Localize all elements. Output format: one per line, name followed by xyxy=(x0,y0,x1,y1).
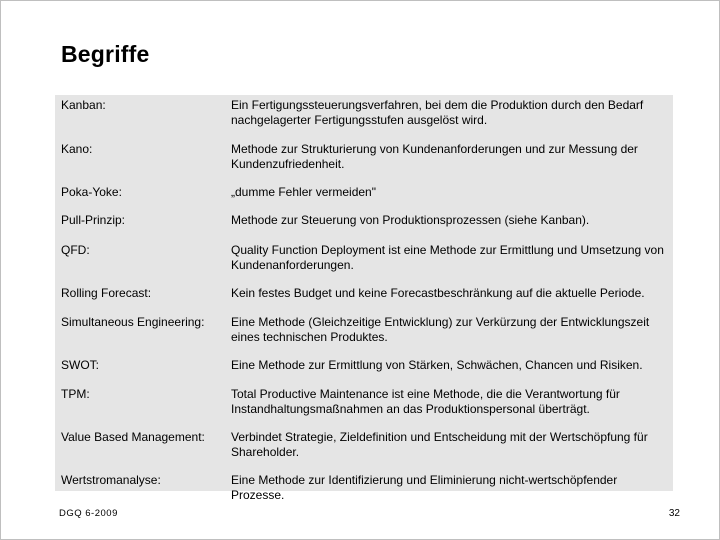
glossary-term-simultaneous-engineering: Simultaneous Engineering: xyxy=(61,315,205,329)
slide-title: Begriffe xyxy=(61,41,150,67)
glossary-term-kano: Kano: xyxy=(61,142,93,156)
page-number: 32 xyxy=(668,508,680,519)
glossary-definition-kanban: Ein Fertigungssteuerungsverfahren, bei dem die Produktion durch den Bedarf nachgelagerter Fertigungsstufen ausgelöst wird. xyxy=(231,98,644,127)
glossary-term-tpm: TPM: xyxy=(61,387,90,401)
glossary-term-swot: SWOT: xyxy=(61,358,99,372)
glossary-term-pull-prinzip: Pull-Prinzip: xyxy=(61,213,126,227)
glossary-definition-swot: Eine Methode zur Ermittlung von Stärken, Schwächen, Chancen und Risiken. xyxy=(231,358,643,372)
glossary-term-rolling-forecast: Rolling Forecast: xyxy=(61,286,152,300)
glossary-term-poka-yoke: Poka-Yoke: xyxy=(61,185,122,199)
glossary-term-wertstromanalyse: Wertstromanalyse: xyxy=(61,473,161,487)
glossary-term-qfd: QFD: xyxy=(61,243,90,257)
glossary-definition-kano: Methode zur Strukturierung von Kundenanforderungen und zur Messung der Kundenzufriedenheit. xyxy=(231,142,638,171)
glossary-definition-value-based-management: Verbindet Strategie, Zieldefinition und Entscheidung mit der Wertschöpfung für Shareholder. xyxy=(231,430,648,459)
glossary-definition-poka-yoke: „dumme Fehler vermeiden" xyxy=(231,185,376,199)
glossary-definition-tpm: Total Productive Maintenance ist eine Methode, die die Verantwortung für Instandhaltungsmaßnahmen an das Produktionspersonal überträgt. xyxy=(231,387,620,416)
glossary-definition-wertstromanalyse: Eine Methode zur Identifizierung und Eliminierung nicht-wertschöpfender Prozesse. xyxy=(231,473,618,502)
glossary-definition-pull-prinzip: Methode zur Steuerung von Produktionsprozessen (siehe Kanban). xyxy=(231,213,590,227)
glossary-definition-simultaneous-engineering: Eine Methode (Gleichzeitige Entwicklung) zur Verkürzung der Entwicklungszeit eines technischen Produktes. xyxy=(231,315,650,344)
glossary-definition-rolling-forecast: Kein festes Budget und keine Forecastbeschränkung auf die aktuelle Periode. xyxy=(231,286,645,300)
glossary-term-kanban: Kanban: xyxy=(61,98,106,112)
glossary-definition-qfd: Quality Function Deployment ist eine Methode zur Ermittlung und Umsetzung von Kundenanforderungen. xyxy=(231,243,664,272)
glossary-term-value-based-management: Value Based Management: xyxy=(61,430,205,444)
footer-source: DGQ 6-2009 xyxy=(59,508,118,519)
